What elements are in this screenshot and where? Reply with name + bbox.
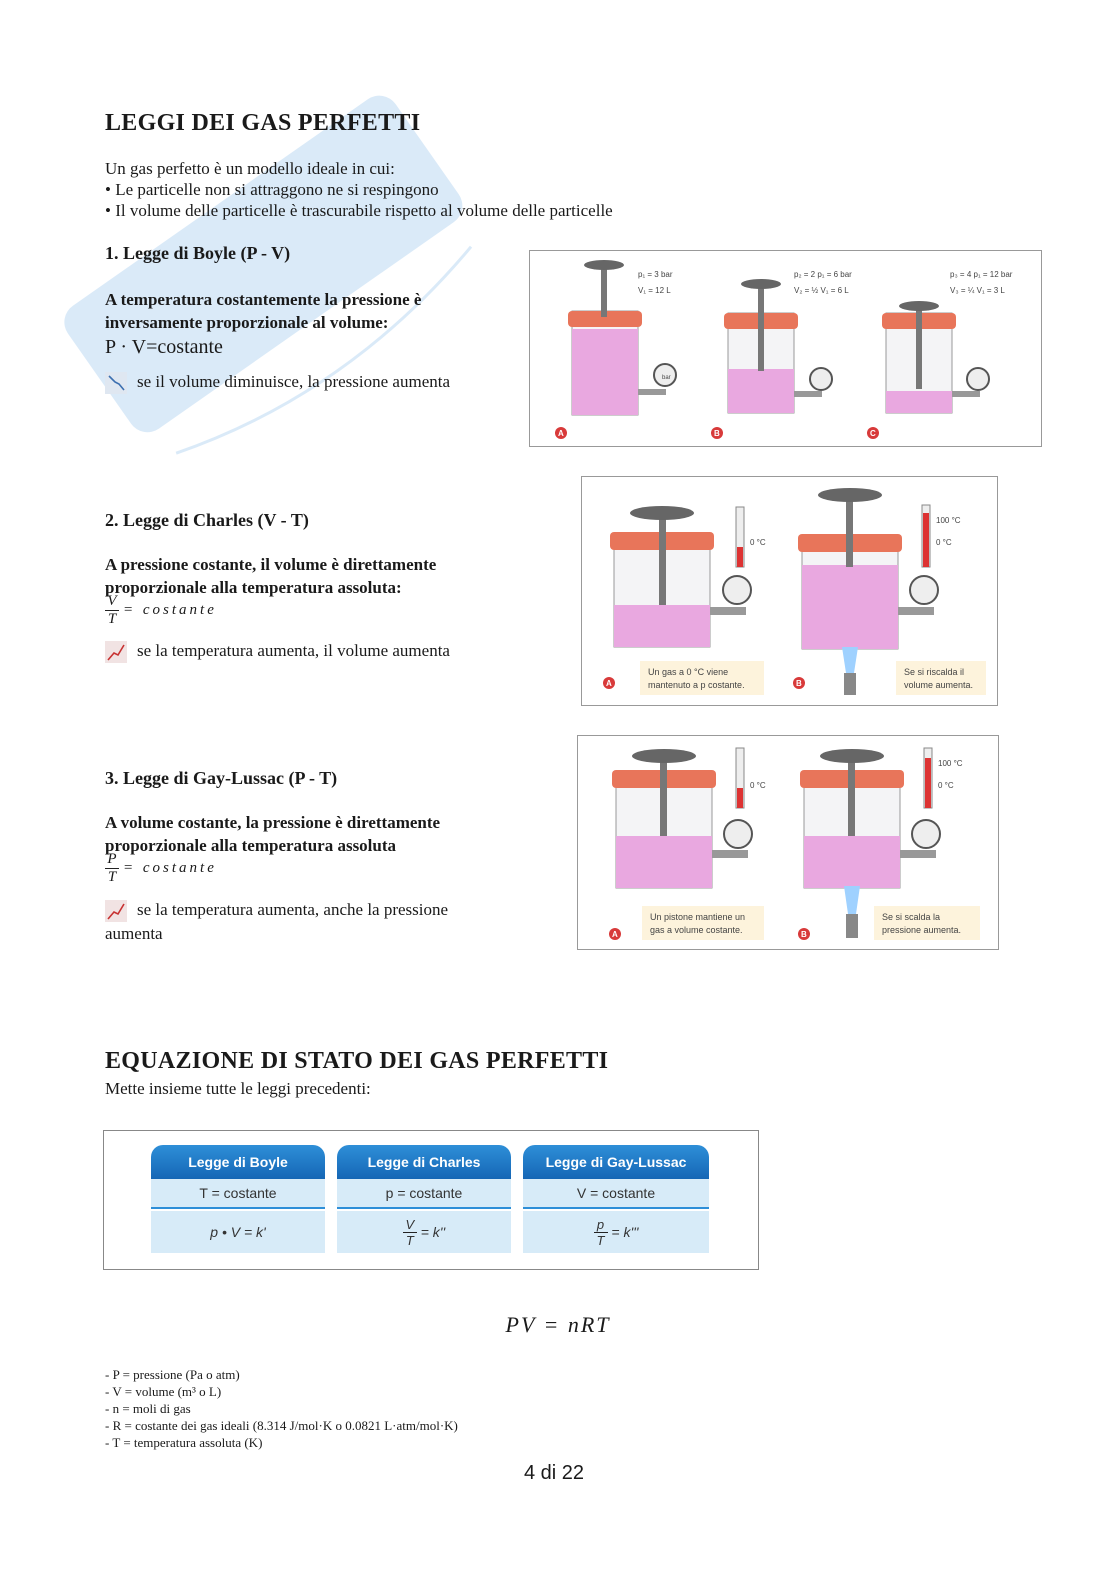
- cylinder-a: [612, 748, 752, 888]
- cylinder-b: [724, 279, 832, 413]
- equation-title: EQUAZIONE DI STATO DEI GAS PERFETTI: [105, 1048, 609, 1074]
- equation-subtitle: Mette insieme tutte le leggi precedenti:: [105, 1079, 371, 1098]
- caption-b: volume aumenta.: [904, 680, 974, 690]
- marker-a: A: [612, 930, 618, 939]
- temp-high-label: 100 °C: [936, 516, 961, 525]
- caption-b: Se si riscalda il: [904, 667, 965, 677]
- gaylussac-statement: A volume costante, la pressione è direttamente proporzionale alla temperatura assoluta: [105, 813, 441, 855]
- boyle-label: p₂ = 2 p₁ = 6 bar: [794, 270, 852, 279]
- temp-low-label: 0 °C: [750, 781, 766, 790]
- temp-low-label: 0 °C: [750, 538, 766, 547]
- marker-a: A: [558, 429, 564, 438]
- cylinder-c: [882, 301, 989, 413]
- temp-high-label: 100 °C: [938, 759, 963, 768]
- legend-item: - P = pressione (Pa o atm): [105, 1366, 458, 1383]
- table-condition: T = costante: [151, 1179, 325, 1209]
- decreasing-graph-icon: [105, 372, 127, 394]
- boyle-formula: P · V=costante: [105, 336, 223, 358]
- legend-item: - V = volume (m³ o L): [105, 1383, 458, 1400]
- table-law: $\frac{V}{T}$ = k'': [337, 1211, 511, 1253]
- boyle-label: V₁ = 12 L: [638, 286, 671, 295]
- boyle-label: V₂ = ½ V₁ = 6 L: [794, 286, 849, 295]
- boyle-label: p₁ = 3 bar: [638, 270, 673, 279]
- marker-c: C: [870, 429, 876, 438]
- marker-b: B: [801, 930, 807, 939]
- marker-b: B: [796, 679, 802, 688]
- table-header: Legge di Boyle: [151, 1145, 325, 1179]
- charles-figure: [581, 476, 998, 706]
- gaylussac-note: se la temperatura aumenta, anche la pressione aumenta: [105, 900, 449, 944]
- boyle-note: se il volume diminuisce, la pressione aumenta: [105, 371, 450, 394]
- cylinder-a: [610, 506, 751, 647]
- fraction: $\frac{V}{T}$: [105, 594, 119, 627]
- caption-a: Un pistone mantiene un: [650, 912, 746, 922]
- boyle-heading: 1. Legge di Boyle (P - V): [105, 243, 291, 263]
- table-column-boyle: [151, 1145, 325, 1253]
- intro-bullet: • Le particelle non si attraggono ne si respingono: [105, 180, 439, 199]
- table-condition: p = costante: [337, 1179, 511, 1209]
- charles-note: se la temperatura aumenta, il volume aumenta: [105, 640, 450, 663]
- gaylussac-formula: $\frac{P}{T}$ = costante: [105, 852, 217, 885]
- page-number: 4 di 22: [523, 1462, 585, 1484]
- legend-item: - R = costante dei gas ideali (8.314 J/mol·K o 0.0821 L·atm/mol·K): [105, 1417, 458, 1434]
- gauge-label: bar: [662, 375, 671, 381]
- temp-low-label: 0 °C: [938, 781, 954, 790]
- increasing-graph-icon: [105, 900, 127, 922]
- intro-bullet: • Il volume delle particelle è trascurabile rispetto al volume delle particelle: [105, 201, 613, 220]
- legend-item: - n = moli di gas: [105, 1400, 458, 1417]
- table-column-charles: [337, 1145, 511, 1253]
- caption-b: pressione aumenta.: [882, 925, 962, 935]
- intro-line: Un gas perfetto è un modello ideale in cui:: [105, 159, 395, 178]
- marker-a: A: [606, 679, 612, 688]
- charles-formula: $\frac{V}{T}$ = costante: [105, 594, 217, 627]
- boyle-label: V₃ = ¼ V₁ = 3 L: [950, 286, 1005, 295]
- caption-a: mantenuto a p costante.: [648, 680, 745, 690]
- charles-statement: A pressione costante, il volume è direttamente proporzionale alla temperatura assoluta:: [105, 555, 437, 597]
- table-law: p • V = k': [151, 1211, 325, 1253]
- table-column-gaylussac: [523, 1145, 709, 1253]
- caption-a: gas a volume costante.: [650, 925, 743, 935]
- table-condition: V = costante: [523, 1179, 709, 1209]
- caption-b: Se si scalda la: [882, 912, 941, 922]
- charles-heading: 2. Legge di Charles (V - T): [105, 510, 309, 530]
- page-title: LEGGI DEI GAS PERFETTI: [105, 110, 421, 136]
- caption-a: Un gas a 0 °C viene: [648, 667, 729, 677]
- increasing-graph-icon: [105, 641, 127, 663]
- boyle-label: p₃ = 4 p₁ = 12 bar: [950, 270, 1013, 279]
- table-law: $\frac{p}{T}$ = k''': [523, 1211, 709, 1253]
- table-header: Legge di Gay-Lussac: [523, 1145, 709, 1179]
- marker-b: B: [714, 429, 720, 438]
- boyle-figure: [529, 250, 1042, 447]
- table-header: Legge di Charles: [337, 1145, 511, 1179]
- boyle-statement: A temperatura costantemente la pressione è inversamente proporzionale al volume:: [105, 290, 422, 332]
- temp-low-label: 0 °C: [936, 538, 952, 547]
- ideal-gas-equation: PV = nRT: [505, 1312, 611, 1337]
- gaylussac-heading: 3. Legge di Gay-Lussac (P - T): [105, 768, 338, 788]
- fraction: $\frac{P}{T}$: [105, 852, 119, 885]
- intro: [105, 158, 705, 221]
- gas-laws-table: [103, 1130, 759, 1270]
- cylinder-a: [568, 260, 676, 415]
- variable-legend: [105, 1366, 458, 1451]
- legend-item: - T = temperatura assoluta (K): [105, 1434, 458, 1451]
- gaylussac-figure: [577, 735, 999, 950]
